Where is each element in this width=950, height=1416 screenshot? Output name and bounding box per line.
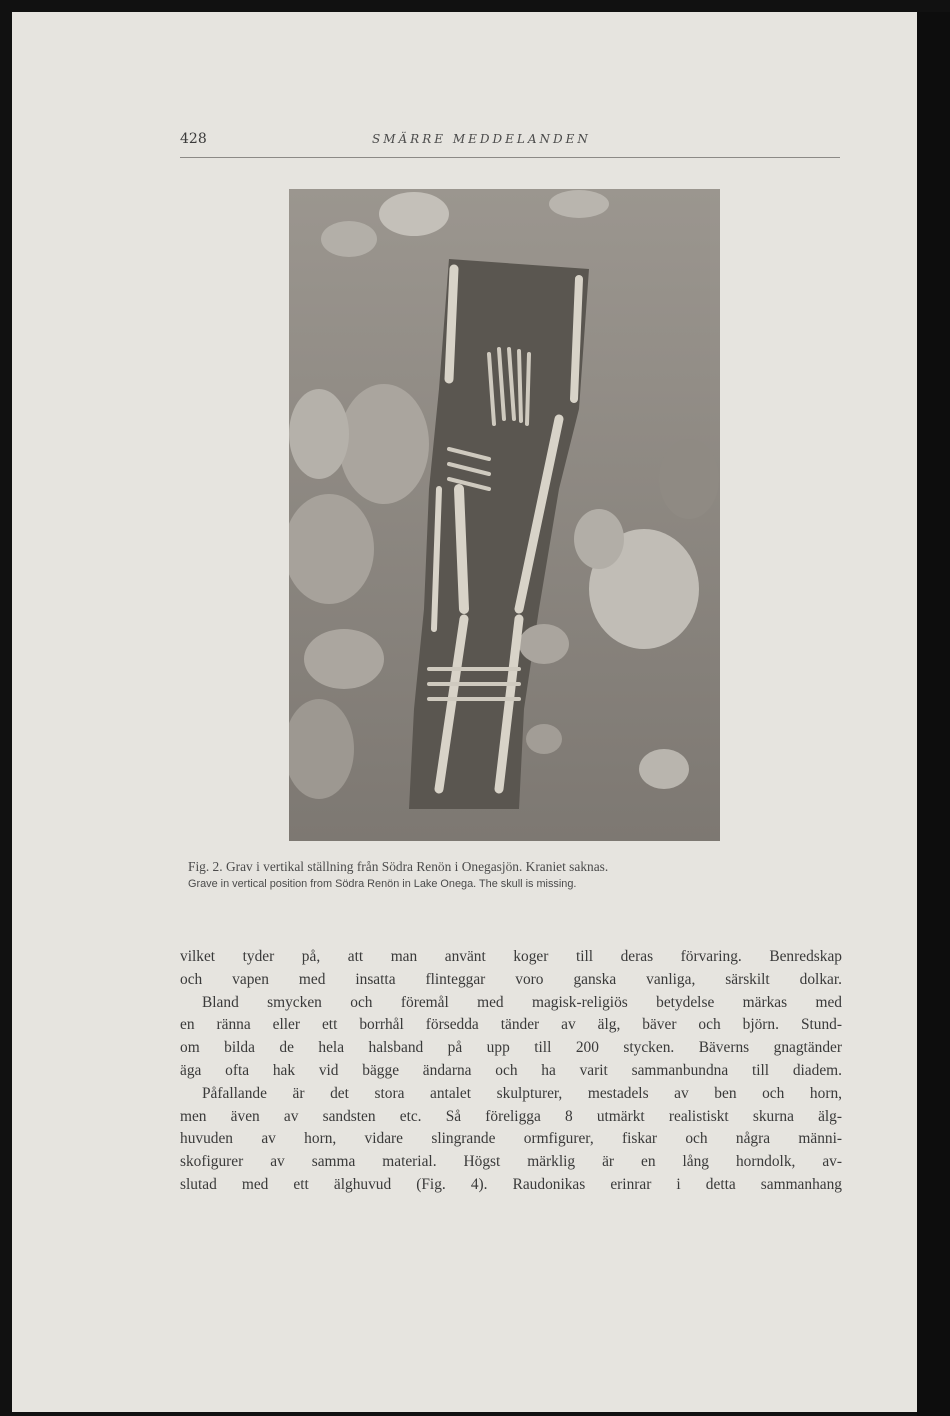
text-line: en ränna eller ett borrhål försedda tänder av älg, bäver och björn. Stund-	[180, 1016, 842, 1034]
text-line: äga ofta hak vid bägge ändarna och ha varit sammanbundna till diadem.	[180, 1061, 842, 1079]
page-number: 428	[180, 131, 207, 147]
text-line: Påfallande är det stora antalet skulpturer, mestadels av ben och horn,	[202, 1084, 842, 1102]
text-line: huvuden av horn, vidare slingrande ormfigurer, fiskar och några männi-	[180, 1130, 842, 1148]
figure-caption	[188, 857, 838, 892]
running-title: SMÄRRE MEDDELANDEN	[372, 132, 591, 146]
text-line: Bland smycken och föremål med magisk-religiös betydelse märkas med	[202, 993, 842, 1011]
text-line: men även av sandsten etc. Så föreligga 8 utmärkt realistiskt skurna älg-	[180, 1107, 842, 1125]
page-header	[180, 131, 840, 153]
grave-photograph	[289, 189, 720, 841]
caption-swedish: Fig. 2. Grav i vertikal ställning från Södra Renön i Onegasjön. Kraniet saknas.	[188, 859, 609, 874]
scan-edge	[917, 12, 950, 1416]
body-text	[180, 946, 842, 1197]
header-rule	[180, 157, 840, 158]
caption-english: Grave in vertical position from Södra Renön in Lake Onega. The skull is missing.	[188, 878, 577, 890]
text-line: skofigurer av samma material. Högst märklig är en lång horndolk, av-	[180, 1153, 842, 1171]
text-line: vilket tyder på, att man använt koger till deras förvaring. Benredskap	[180, 948, 842, 965]
grave-photo-illustration	[289, 189, 720, 841]
text-line: och vapen med insatta flinteggar voro ganska vanliga, särskilt dolkar.	[180, 970, 842, 988]
text-line: om bilda de hela halsband på upp till 200 stycken. Bäverns gnagtänder	[180, 1039, 842, 1057]
text-line: slutad med ett älghuvud (Fig. 4). Raudonikas erinrar i detta sammanhang	[180, 1175, 842, 1193]
